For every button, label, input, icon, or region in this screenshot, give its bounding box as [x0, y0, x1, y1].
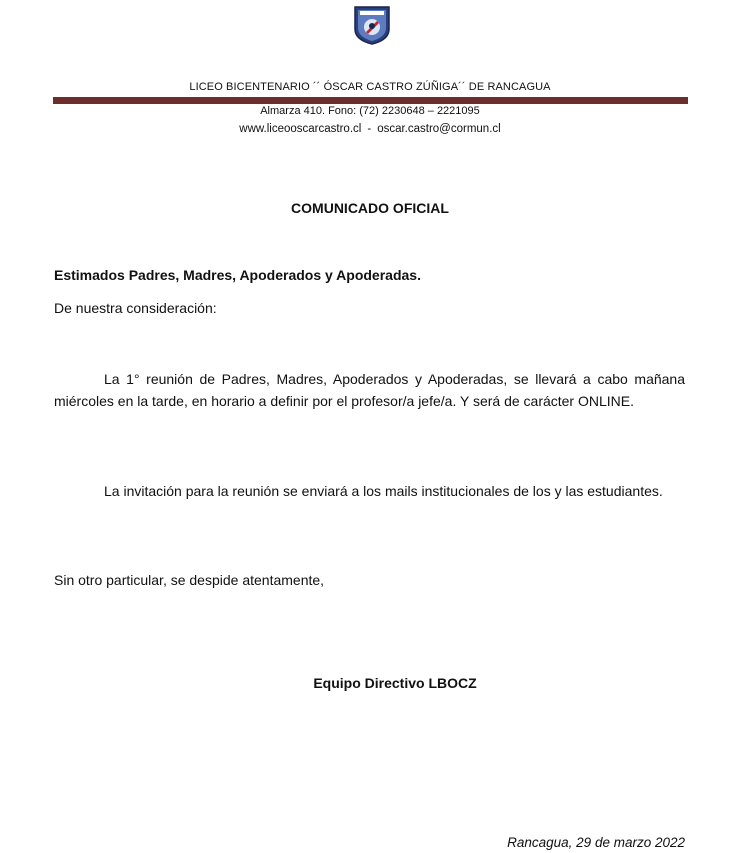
paragraph-invitation: La invitación para la reunión se enviará a los mails institucionales de los y las estudiantes. — [104, 483, 663, 499]
document-date: Rancagua, 29 de marzo 2022 — [507, 835, 685, 850]
closing-line: Sin otro particular, se despide atentamente, — [54, 572, 325, 588]
contact-separator: - — [367, 123, 372, 135]
school-address-phone: Almarza 410. Fono: (72) 2230648 – 2221095 — [260, 105, 480, 117]
consideration-line: De nuestra consideración: — [54, 300, 217, 316]
header-divider — [53, 97, 688, 104]
school-crest-icon — [353, 5, 391, 45]
salutation: Estimados Padres, Madres, Apoderados y Apoderadas. — [54, 267, 421, 283]
school-contact-line — [0, 123, 731, 135]
paragraph-meeting: La 1° reunión de Padres, Madres, Apoderados y Apoderadas, se llevará a cabo mañana miércoles en la tarde, en horario a definir por el profesor/a jefe/a. Y será de carácter ONLINE. — [54, 371, 685, 409]
website-link[interactable]: www.liceooscarcastro.cl — [239, 123, 362, 135]
document-title: COMUNICADO OFICIAL — [291, 200, 449, 216]
email-link[interactable]: oscar.castro@cormun.cl — [377, 123, 501, 135]
signature: Equipo Directivo LBOCZ — [313, 675, 477, 691]
school-name: LICEO BICENTENARIO ´´ ÓSCAR CASTRO ZÚÑIGA´´ DE RANCAGUA — [189, 81, 551, 93]
